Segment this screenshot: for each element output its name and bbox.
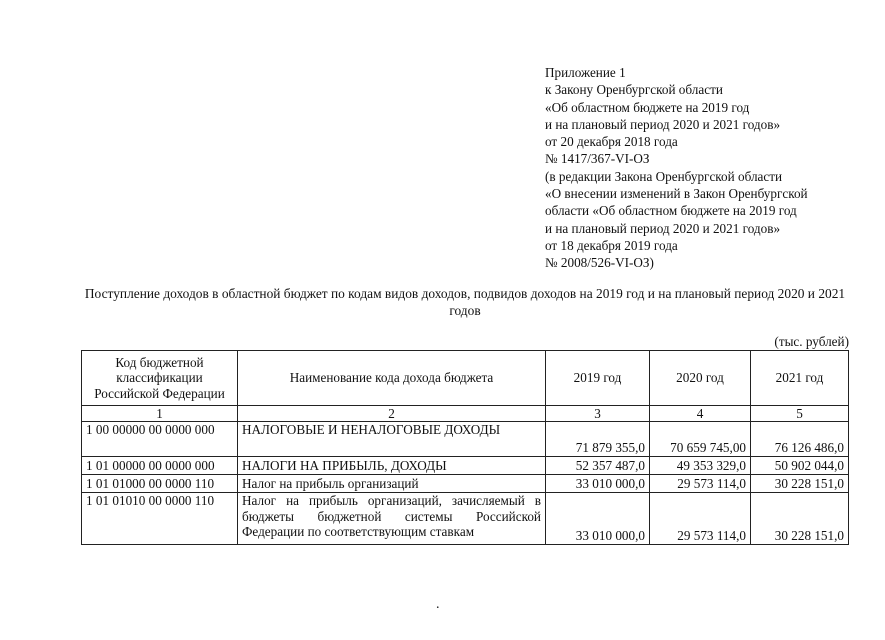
column-number: 1 [82,406,238,422]
row-name: Налог на прибыль организаций, зачисляемый в бюджеты бюджетной системы Российской Федерации по соответствующим ставкам [238,493,546,545]
header-2020: 2020 год [650,351,751,406]
row-name: Налог на прибыль организаций [238,475,546,493]
table-row [82,422,849,457]
row-value-2020: 29 573 114,0 [650,475,751,493]
approval-line: и на плановый период 2020 и 2021 годов» [545,220,781,236]
row-code: 1 00 00000 00 0000 000 [82,422,238,457]
header-code: Код бюджетной классификации Российской Федерации [82,351,238,406]
approval-line: (в редакции Закона Оренбургской области [545,168,783,184]
approval-line: и на плановый период 2020 и 2021 годов» [545,116,781,132]
table-row [82,475,849,493]
approval-line: к Закону Оренбургской области [545,82,723,98]
row-value-2021: 76 126 486,0 [751,422,849,457]
row-code: 1 01 01000 00 0000 110 [82,475,238,493]
approval-line: № 2008/526-VI-ОЗ) [545,255,654,271]
row-code: 1 01 00000 00 0000 000 [82,457,238,475]
row-value-2020: 29 573 114,0 [650,493,751,545]
row-value-2021: 30 228 151,0 [751,493,849,545]
approval-line: «О внесении изменений в Закон Оренбургской [545,186,808,202]
column-number: 4 [650,406,751,422]
row-code: 1 01 01010 00 0000 110 [82,493,238,545]
row-value-2021: 50 902 044,0 [751,457,849,475]
row-value-2019: 71 879 355,0 [546,422,650,457]
page-mark: . [436,597,440,612]
table-row [82,493,849,545]
approval-line: Приложение 1 [545,65,626,80]
row-value-2019: 33 010 000,0 [546,475,650,493]
row-value-2019: 52 357 487,0 [546,457,650,475]
header-2019: 2019 год [546,351,650,406]
row-value-2021: 30 228 151,0 [751,475,849,493]
row-value-2020: 70 659 745,00 [650,422,751,457]
units-label: (тыс. рублей) [774,334,849,349]
row-value-2020: 49 353 329,0 [650,457,751,475]
revenue-table [81,350,849,545]
row-name: НАЛОГОВЫЕ И НЕНАЛОГОВЫЕ ДОХОДЫ [238,422,546,457]
approval-block [545,64,808,272]
table-header-row [82,351,849,406]
column-number-row [82,406,849,422]
approval-line: «Об областном бюджете на 2019 год [545,99,750,115]
approval-line: № 1417/367-VI-ОЗ [545,151,650,167]
header-name: Наименование кода дохода бюджета [238,351,546,406]
header-2021: 2021 год [751,351,849,406]
column-number: 5 [751,406,849,422]
approval-line: от 20 декабря 2018 года [545,134,678,150]
table-row [82,457,849,475]
document-title: Поступление доходов в областной бюджет по кодам видов доходов, подвидов доходов на 2019 год и на плановый период 2020 и 2021 годов [84,286,846,318]
approval-line: от 18 декабря 2019 года [545,237,678,253]
row-value-2019: 33 010 000,0 [546,493,650,545]
column-number: 2 [238,406,546,422]
column-number: 3 [546,406,650,422]
row-name: НАЛОГИ НА ПРИБЫЛЬ, ДОХОДЫ [238,457,546,475]
approval-line: области «Об областном бюджете на 2019 год [545,203,797,219]
